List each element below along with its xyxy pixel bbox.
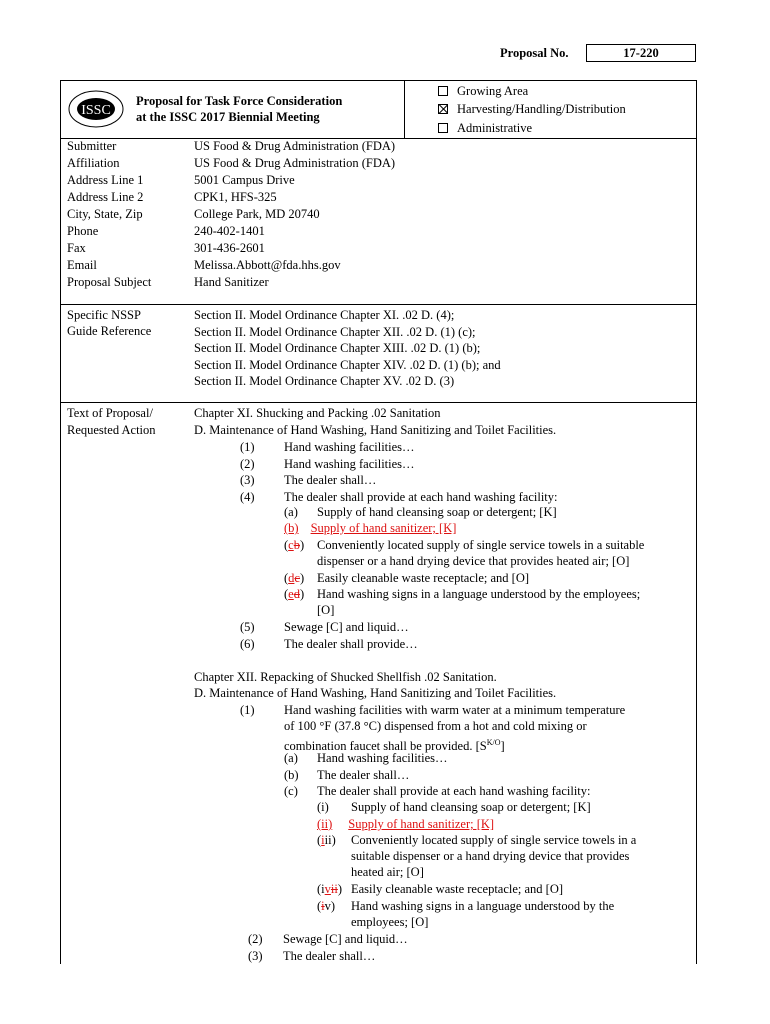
guide-ref-line: Section II. Model Ordinance Chapter XIV. .02 D. (1) (b); and: [194, 357, 501, 372]
header-column-divider: [404, 80, 405, 138]
table-left-border: [60, 80, 61, 964]
ch11-item-num: (2): [240, 456, 255, 471]
ch12-v-text1: Hand washing signs in a language understood by the: [351, 899, 615, 913]
field-label: Address Line 2: [67, 190, 144, 204]
ch12-iv-num: (ivii): [317, 882, 343, 896]
field-value: 240-402-1401: [194, 224, 265, 238]
ch12-1-text1: Hand washing facilities with warm water at a minimum temperature: [284, 703, 626, 717]
ch12-iii-num: (iii): [317, 833, 336, 847]
ch12-letter-num: (b): [284, 767, 299, 782]
field-label: Submitter: [67, 139, 117, 153]
ch11-item-num: (4): [240, 489, 255, 504]
ch12-iii-text1: Conveniently located supply of single service towels in a: [351, 833, 637, 847]
field-value: 301-436-2601: [194, 241, 265, 255]
ch11-sub-c-num: (cb): [284, 538, 305, 552]
ch11-item-text: Sewage [C] and liquid…: [284, 620, 409, 634]
ch12-i-num: (i): [317, 800, 329, 814]
guide-ref-label1: Specific NSSP: [67, 308, 141, 322]
ch12-1-text3: combination faucet shall be provided. $[S^{K/O}]$: [284, 738, 505, 753]
table-right-border: [696, 80, 697, 964]
field-value: US Food & Drug Administration (FDA): [194, 139, 396, 153]
field-label: Address Line 1: [67, 173, 144, 187]
ch12-1-text2: of 100 °F (37.8 °C) dispensed from a hot and cold mixing or: [284, 719, 587, 733]
checkbox-growing-area[interactable]: Growing Area: [438, 84, 528, 99]
ch11-sub-b-inserted: (b) Supply of hand sanitizer; [K]: [284, 521, 457, 535]
issc-logo: [68, 90, 124, 128]
field-value: CPK1, HFS-325: [194, 190, 277, 204]
proposal-text-label1: Text of Proposal/: [67, 406, 153, 420]
ch12-subtitle: D. Maintenance of Hand Washing, Hand Sanitizing and Toilet Facilities.: [194, 686, 557, 700]
checkbox-administrative[interactable]: Administrative: [438, 121, 532, 136]
ch12-item-num: (2): [248, 932, 263, 946]
ch12-title: Chapter XII. Repacking of Shucked Shellfish .02 Sanitation.: [194, 670, 497, 684]
ch12-i-text: Supply of hand cleansing soap or detergent; [K]: [351, 800, 591, 814]
checkbox-harvesting[interactable]: Harvesting/Handling/Distribution: [438, 102, 626, 117]
field-label: City, State, Zip: [67, 207, 143, 221]
ch11-sub-a-num: (a): [284, 505, 298, 519]
ch11-item-num: (3): [240, 473, 255, 487]
ch11-item-text: The dealer shall…: [284, 473, 377, 487]
ch11-sub-d-num: (dc): [284, 571, 305, 585]
ch11-item-text: The dealer shall provide…: [284, 636, 418, 651]
proposal-text-label2: Requested Action: [67, 423, 156, 437]
ch12-item-num: (3): [248, 948, 263, 963]
field-label: Phone: [67, 224, 99, 238]
checkbox-icon: [438, 123, 448, 133]
field-label: Proposal Subject: [67, 275, 152, 289]
ch11-sub-a-text: Supply of hand cleansing soap or detergent; [K]: [317, 505, 557, 519]
checkbox-icon: [438, 86, 448, 96]
header-title-line2: at the ISSC 2017 Biennial Meeting: [136, 110, 320, 124]
ch11-sub-e-text2: [O]: [317, 603, 335, 617]
ch11-subtitle: D. Maintenance of Hand Washing, Hand Sanitizing and Toilet Facilities.: [194, 423, 557, 437]
proposal-no-value: 17-220: [586, 44, 696, 62]
field-value: Hand Sanitizer: [194, 275, 269, 289]
ch11-sub-e-num: (ed): [284, 587, 305, 601]
guide-row-divider: [60, 402, 697, 403]
guide-ref-line: Section II. Model Ordinance Chapter XV. .02 D. (3): [194, 374, 455, 388]
ch11-sub-c-text2: dispenser or a hand drying device that provides heated air; [O]: [317, 554, 630, 568]
subject-row-divider: [60, 304, 697, 305]
guide-ref-line: Section II. Model Ordinance Chapter XII. .02 D. (1) (c);: [194, 324, 476, 339]
ch12-v-num: (iv): [317, 899, 336, 913]
field-value: 5001 Campus Drive: [194, 173, 295, 187]
checked-checkbox-icon: [438, 104, 448, 114]
ch11-sub-d-text: Easily cleanable waste receptacle; and [O]: [317, 571, 530, 585]
proposal-no-label: Proposal No.: [500, 46, 569, 60]
ch12-letter-text: The dealer shall provide at each hand washing facility:: [317, 784, 591, 798]
ch11-item-num: (5): [240, 620, 255, 634]
ch11-item-num: (6): [240, 636, 255, 651]
ch12-letter-text: The dealer shall…: [317, 767, 410, 782]
ch11-item-text: Hand washing facilities…: [284, 440, 415, 454]
ch12-letter-text: Hand washing facilities…: [317, 751, 448, 765]
ch12-item-text: The dealer shall…: [283, 948, 376, 963]
ch12-v-text2: employees; [O]: [351, 915, 429, 929]
field-label: Email: [67, 258, 97, 272]
ch11-title: Chapter XI. Shucking and Packing .02 Sanitation: [194, 406, 441, 420]
field-label: Affiliation: [67, 156, 120, 170]
ch12-letter-num: (c): [284, 784, 298, 798]
ch12-ii-inserted: (ii) Supply of hand sanitizer; [K]: [317, 817, 495, 831]
field-label: Fax: [67, 241, 86, 255]
field-value: US Food & Drug Administration (FDA): [194, 156, 396, 170]
ch11-item-text: The dealer shall provide at each hand washing facility:: [284, 489, 558, 504]
ch12-iii-text2: suitable dispenser or a hand drying device that provides: [351, 849, 630, 863]
ch11-sub-e-text1: Hand washing signs in a language understood by the employees;: [317, 587, 641, 601]
field-value: Melissa.Abbott@fda.hhs.gov: [194, 258, 341, 272]
header-title-line1: Proposal for Task Force Consideration: [136, 94, 343, 108]
ch12-letter-num: (a): [284, 751, 298, 765]
ch12-iv-text: Easily cleanable waste receptacle; and [O]: [351, 882, 564, 896]
guide-ref-label2: Guide Reference: [67, 324, 152, 338]
guide-ref-line: Section II. Model Ordinance Chapter XI. .02 D. (4);: [194, 308, 455, 322]
field-value: College Park, MD 20740: [194, 207, 320, 221]
table-top-border: [60, 80, 697, 81]
ch12-item-text: Sewage [C] and liquid…: [283, 932, 408, 946]
ch11-sub-c-text1: Conveniently located supply of single service towels in a suitable: [317, 538, 645, 552]
ch11-item-text: Hand washing facilities…: [284, 456, 415, 471]
ch11-item-num: (1): [240, 440, 255, 454]
ch12-iii-text3: heated air; [O]: [351, 865, 424, 879]
svg-text:ISSC: ISSC: [81, 103, 111, 118]
ch12-1-num: (1): [240, 703, 255, 717]
guide-ref-line: Section II. Model Ordinance Chapter XIII. .02 D. (1) (b);: [194, 341, 481, 355]
